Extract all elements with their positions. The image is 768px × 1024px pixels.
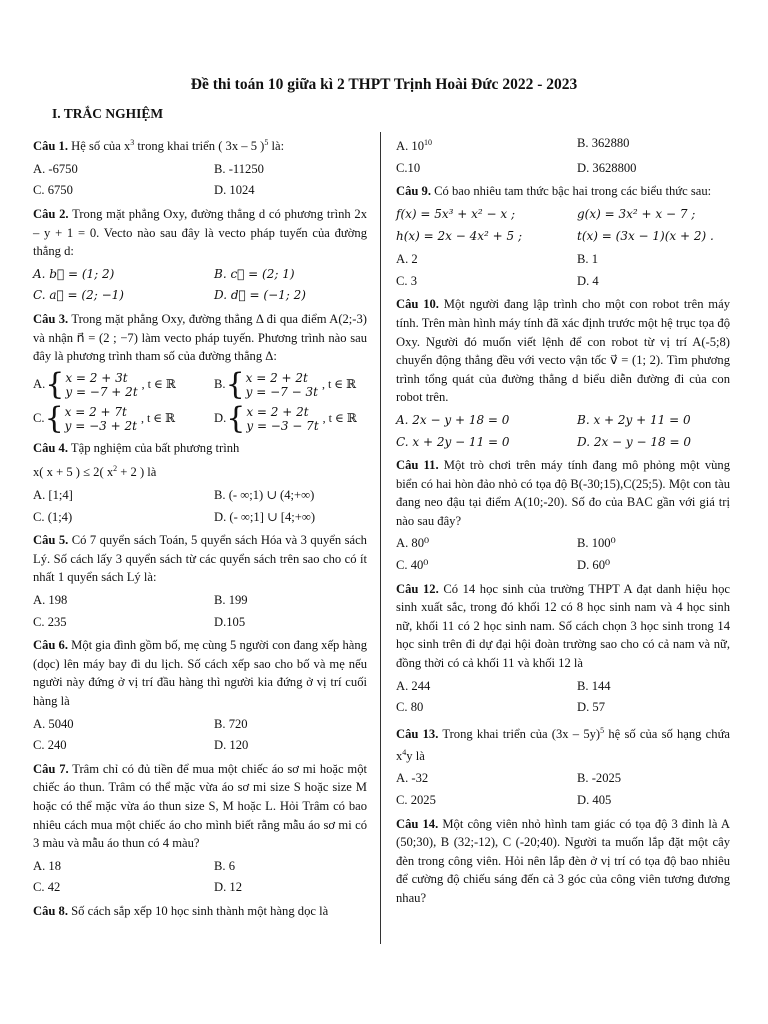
option-d: D. 3628800 [577, 160, 637, 175]
option-c: C. 2025 [396, 792, 436, 807]
question-9-options [396, 250, 730, 290]
option-d: D. 60⁰ [577, 558, 611, 573]
option-d: D. { x = 2 + 2t y = −3 − 7t , t ∈ ℝ [214, 400, 357, 436]
option-a: A. -32 [396, 771, 429, 786]
option-c: C. 6750 [33, 183, 73, 198]
option-d: D. d⃗ = (−1; 2) [214, 288, 306, 303]
option-d: D. 12 [214, 880, 242, 895]
question-2-options [33, 265, 367, 305]
question-3-options [33, 366, 367, 436]
option-d: D. (- ∞;1] ∪ [4;+∞) [214, 509, 316, 524]
option-c: C. 80 [396, 700, 424, 715]
question-12: Câu 12. Có 14 học sinh của trường THPT A đạt danh hiệu học sinh xuất sắc, trong đó khối 12 có 8 học sinh nam và 4 học sinh nữ, khối 11 có 2 học sinh nam. Số cách chọn 3 học sinh trong 14 học sinh trên đi dự đại hội đoàn trường sao cho có cả nam và nữ, đồng thời có cả khối 11 và khối 12 là [396, 581, 730, 671]
question-6-options [33, 715, 367, 755]
option-a: A. 80⁰ [396, 536, 430, 551]
expression-g: g(x) = 3x² + x − 7 ; [577, 206, 696, 221]
section-heading: I. TRẮC NGHIỆM [52, 106, 164, 121]
expression-h: h(x) = 2x − 4x² + 5 ; [396, 228, 523, 243]
question-4-inequality: x( x + 5 ) ≤ 2( $x^2 + 2$ ) là [33, 464, 157, 480]
question-8: Câu 8. Số cách sắp xếp 10 học sinh thành một hàng dọc là [33, 903, 329, 918]
option-b: B. 199 [214, 593, 248, 608]
question-10-options [396, 411, 730, 451]
question-14: Câu 14. Một công viên nhỏ hình tam giác có tọa độ 3 đỉnh là A (50;30), B (32;-12), C (-20;40). Người ta muốn lắp đặt một cây đèn trong công viên. Hỏi nên lắp đèn ở vị trí có tọa độ bao nhiêu để cường độ chiếu sáng đến cả 3 góc của công viên tương đương nhau? [396, 816, 730, 905]
brace-icon: { [226, 400, 246, 436]
option-a: A. 244 [396, 678, 431, 693]
option-b: B. { x = 2 + 2t y = −7 − 3t , t ∈ ℝ [214, 366, 357, 402]
question-11-options [396, 534, 730, 574]
option-c: C. 235 [33, 614, 67, 629]
option-d: D.105 [214, 614, 246, 629]
option-a: A. b⃗ = (1; 2) [33, 266, 115, 281]
option-d: D. 57 [577, 700, 605, 715]
question-7-options [33, 857, 367, 897]
option-b: B. 720 [214, 716, 248, 731]
question-4: Câu 4. Tập nghiệm của bất phương trình [33, 440, 240, 455]
option-a: A. { x = 2 + 3t y = −7 + 2t , t ∈ ℝ [33, 366, 176, 402]
option-b: B. (- ∞;1) ∪ (4;+∞) [214, 488, 315, 503]
option-c: C.10 [396, 160, 421, 175]
option-b: B. x + 2y + 11 = 0 [577, 412, 691, 427]
question-10: Câu 10. Một người đang lập trình cho một con robot trên máy tính. Trên màn hình máy tính đã xác định trước một hệ trục tọa độ Oxy. Người đó muốn viết lệnh để con robot từ vị trí A(-5;8) chuyển động thẳng đều với vecto vận tốc v⃗ = (1; 2). Tìm phương trình tổng quát của đường thẳng d biểu diễn đường đi của con robot trên. [396, 297, 730, 405]
question-11: Câu 11. Một trò chơi trên máy tính đang mô phỏng một vùng biển có hai hòn đảo nhỏ có tọa độ B(-30;15),C(25;5). Một con tàu đang neo đậu tại điểm A(10;-20). Số đo của BAC gần với giá trị nào sau đây? [396, 458, 731, 528]
option-c: C. 3 [396, 273, 417, 288]
option-a: A. -6750 [33, 161, 78, 176]
left-column [33, 134, 367, 921]
option-b: B. c⃗ = (2; 1) [214, 266, 295, 281]
right-column [396, 134, 730, 908]
option-a: A. 2x − y + 18 = 0 [396, 412, 510, 427]
option-b: B. 6 [214, 858, 235, 873]
question-13: Câu 13. Trong khai triển của (3x – 5y)$^5$ hệ số của số hạng chứa $x^4y$ là [396, 725, 730, 763]
expression-f: f(x) = 5x³ + x² − x ; [396, 206, 516, 221]
question-6: Câu 6. Một gia đình gồm bố, mẹ cùng 5 người con đang xếp hàng (dọc) lên máy bay đi du lịch. Số cách xếp sao cho bố và mẹ nếu người này đứng ở vị trí đầu hàng thì người kia đứng ở vị trí cuối hàng là [33, 638, 367, 709]
question-13-options [396, 769, 730, 809]
option-b: B. -11250 [214, 161, 264, 176]
expression-t: t(x) = (3x − 1)(x + 2) . [577, 228, 714, 243]
brace-icon: { [44, 400, 64, 436]
question-1-options [33, 160, 367, 200]
option-a: A. $10^{10}$ [396, 138, 432, 154]
question-7: Câu 7. Trâm chỉ có đủ tiền để mua một chiếc áo sơ mi hoặc một chiếc áo thun. Trâm có thể mặc vừa áo sơ mi size S hoặc size M hoặc có thể mặc vừa áo thun size S, M hoặc L. Hỏi Trâm có bao nhiêu cách mua một chiếc áo cho mình biết rằng mẫu áo sơ mi có 3 màu và mẫu áo thun có 4 màu? [33, 761, 367, 851]
option-b: B. 144 [577, 678, 611, 693]
page-title: Đề thi toán 10 giữa kì 2 THPT Trịnh Hoài Đức 2022 - 2023 [190, 76, 578, 93]
question-1: Câu 1. Hệ số của $x^3$ trong khai triển ( 3x – 5 )$^5$ là: [33, 138, 285, 154]
question-12-options [396, 677, 730, 717]
question-4-options [33, 486, 367, 526]
option-d: D. 2x − y − 18 = 0 [577, 434, 691, 449]
option-b: B. 362880 [577, 136, 630, 150]
brace-icon: { [45, 366, 65, 402]
option-d: D. 1024 [214, 183, 255, 198]
question-2: Câu 2. Trong mặt phẳng Oxy, đường thẳng d có phương trình 2x – y + 1 = 0. Vecto nào sau đây là vecto pháp tuyến của đường thẳng d: [33, 206, 367, 259]
option-c: C. 240 [33, 738, 67, 753]
question-9: Câu 9. Có bao nhiêu tam thức bậc hai trong các biểu thức sau: [396, 184, 712, 199]
option-a: A. 5040 [33, 716, 74, 731]
column-divider [380, 132, 381, 944]
question-5-options [33, 591, 367, 631]
option-a: A. 198 [33, 593, 68, 608]
option-d: D. 120 [214, 738, 249, 753]
question-9-expressions [396, 205, 730, 245]
option-c: C. a⃗ = (2; −1) [33, 288, 124, 303]
question-8-options [396, 134, 730, 177]
option-d: D. 4 [577, 273, 599, 288]
option-c: C. 42 [33, 880, 61, 895]
option-b: B. 100⁰ [577, 536, 616, 551]
question-3: Câu 3. Trong mặt phẳng Oxy, đường thẳng Δ đi qua điểm A(2;-3) và nhận n⃗ = (2 ; −7) làm vecto pháp tuyến. Phương trình nào sau đây là phương trình tham số của đường thẳng Δ: [33, 311, 367, 364]
option-d: D. 405 [577, 792, 612, 807]
option-c: C. (1;4) [33, 509, 73, 524]
option-b: B. -2025 [577, 771, 622, 786]
option-c: C. { x = 2 + 7t y = −3 + 2t , t ∈ ℝ [33, 400, 176, 436]
option-b: B. 1 [577, 252, 598, 267]
question-5: Câu 5. Có 7 quyển sách Toán, 5 quyển sách Hóa và 3 quyển sách Lý. Số cách lấy 3 quyển sách từ các quyển sách trên sao cho có ít nhất 1 quyển sách Lý là: [33, 533, 367, 585]
option-a: A. [1;4] [33, 488, 73, 503]
option-a: A. 18 [33, 858, 61, 873]
brace-icon: { [225, 366, 245, 402]
option-c: C. 40⁰ [396, 558, 429, 573]
option-a: A. 2 [396, 252, 418, 267]
option-c: C. x + 2y − 11 = 0 [396, 434, 510, 449]
